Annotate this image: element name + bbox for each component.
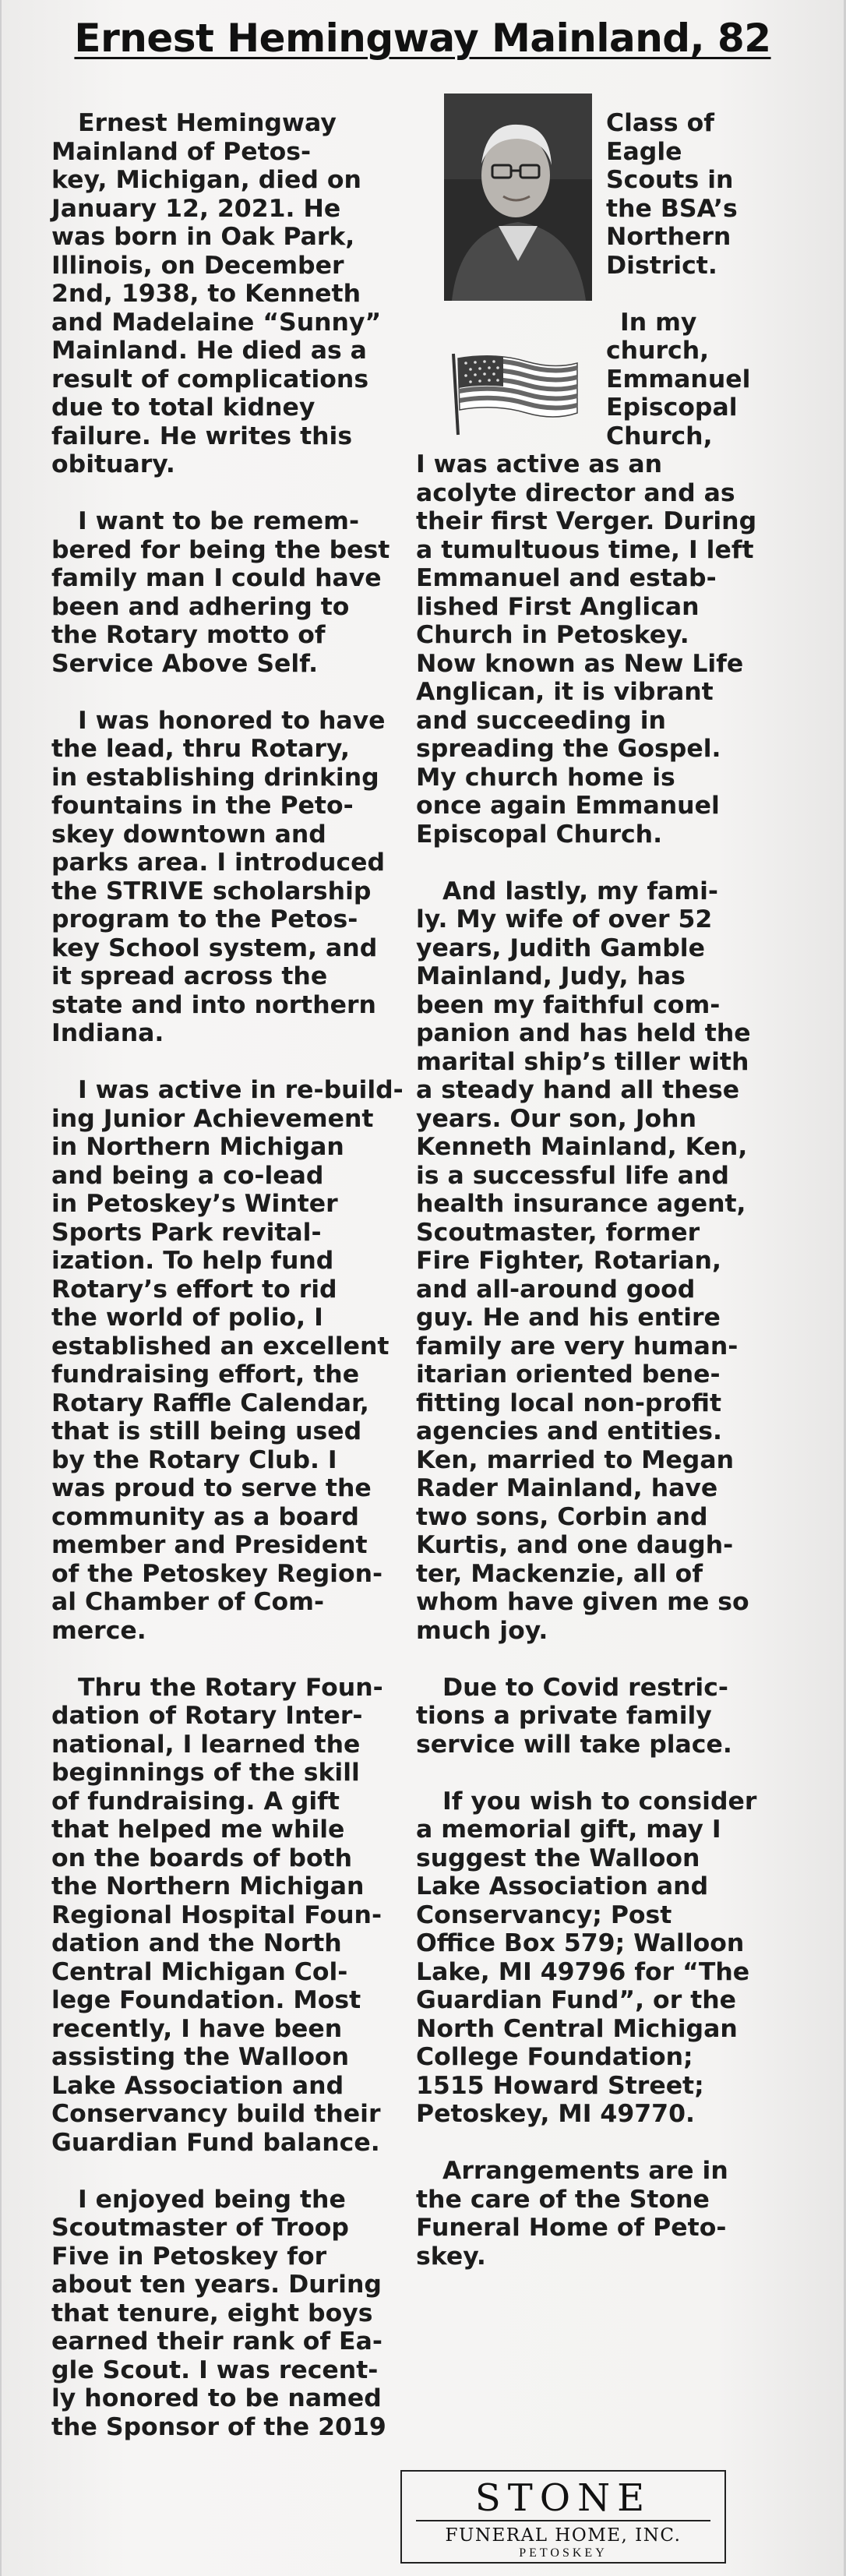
text-line: Church, xyxy=(606,422,713,450)
text-line: Now known as New Life xyxy=(416,649,744,678)
text-line: failure. He writes this xyxy=(51,422,353,450)
text-line: Episcopal Church. xyxy=(416,820,663,849)
text-line: lished First Anglican xyxy=(416,592,700,621)
text-line: recently, I have been xyxy=(51,2014,343,2043)
text-line: Church in Petoskey. xyxy=(416,621,689,649)
text-line: in establishing drinking xyxy=(51,763,379,792)
text-line: College Foundation; xyxy=(416,2043,693,2071)
text-line: family are very human- xyxy=(416,1332,738,1360)
text-line: I was active as an xyxy=(416,450,663,478)
text-line: Due to Covid restric- xyxy=(442,1673,728,1702)
text-line: state and into northern xyxy=(51,990,376,1019)
text-line: I was active in re-build- xyxy=(78,1076,404,1104)
text-line: Mainland. He died as a xyxy=(51,337,367,365)
text-line: it spread across the xyxy=(51,962,328,990)
text-line: Central Michigan Col- xyxy=(51,1957,348,1986)
text-line: years, Judith Gamble xyxy=(416,933,705,962)
logo-subtitle: FUNERAL HOME, INC. xyxy=(445,2525,682,2546)
text-line: parks area. I introduced xyxy=(51,849,386,877)
text-line: service will take place. xyxy=(416,1730,732,1759)
text-line: member and President xyxy=(51,1531,368,1559)
text-line: Rotary Raffle Calendar, xyxy=(51,1389,369,1417)
text-line: Conservancy; Post xyxy=(416,1900,672,1929)
text-line: and being a co-lead xyxy=(51,1161,324,1190)
text-line: beginnings of the skill xyxy=(51,1759,360,1787)
text-line: Regional Hospital Foun- xyxy=(51,1900,382,1929)
text-line: Lake Association and xyxy=(416,1872,709,1900)
obituary-paragraph xyxy=(51,706,386,1048)
text-line: guy. He and his entire xyxy=(416,1304,721,1332)
text-line: gle Scout. I was recent- xyxy=(51,2355,379,2384)
obituary-paragraph xyxy=(51,1076,404,1645)
text-line: Five in Petoskey for xyxy=(51,2242,327,2271)
stone-funeral-home-logo xyxy=(400,2470,726,2564)
text-line: ly honored to be named xyxy=(51,2384,382,2412)
text-line: Rader Mainland, have xyxy=(416,1474,718,1502)
text-line: of the Petoskey Region- xyxy=(51,1559,383,1588)
text-line: Ken, married to Megan xyxy=(416,1445,735,1474)
text-line: marital ship’s tiller with xyxy=(416,1047,749,1076)
text-line: years. Our son, John xyxy=(416,1104,697,1133)
text-line: is a successful life and xyxy=(416,1161,729,1190)
text-line: Arrangements are in xyxy=(442,2157,728,2185)
text-line: Class of xyxy=(606,109,714,137)
text-line: Scoutmaster, former xyxy=(416,1218,700,1247)
text-line: skey. xyxy=(416,2242,486,2271)
text-line: Ernest Hemingway xyxy=(78,109,337,137)
text-line: the world of polio, I xyxy=(51,1304,323,1332)
text-line: Scouts in xyxy=(606,166,734,194)
obituary-paragraph xyxy=(51,109,382,479)
text-line: I want to be remem- xyxy=(78,507,360,535)
text-line: agencies and entities. xyxy=(416,1417,722,1445)
text-line: District. xyxy=(606,251,717,280)
text-line: Rotary’s effort to rid xyxy=(51,1275,337,1304)
text-line: Petoskey, MI 49770. xyxy=(416,2100,695,2128)
text-line: January 12, 2021. He xyxy=(51,194,341,223)
text-line: lege Foundation. Most xyxy=(51,1986,361,2014)
text-line: by the Rotary Club. I xyxy=(51,1445,337,1474)
text-line: I was honored to have xyxy=(78,706,386,735)
logo-divider xyxy=(416,2520,710,2521)
text-line: Guardian Fund”, or the xyxy=(416,1986,737,2014)
text-line: If you wish to consider xyxy=(442,1787,757,1816)
text-line: Eagle xyxy=(606,137,682,166)
text-line: spreading the Gospel. xyxy=(416,735,721,763)
text-line: established an excellent xyxy=(51,1332,390,1360)
text-line: In my xyxy=(620,308,697,337)
text-line: and succeeding in xyxy=(416,706,666,735)
text-line: Sports Park revital- xyxy=(51,1218,322,1247)
obituary-paragraph xyxy=(51,507,390,678)
obituary-title: Ernest Hemingway Mainland, 82 xyxy=(74,16,771,61)
text-line: Office Box 579; Walloon xyxy=(416,1929,745,1957)
text-line: Service Above Self. xyxy=(51,649,319,678)
text-line: merce. xyxy=(51,1616,146,1645)
text-line: Mainland, Judy, has xyxy=(416,962,686,990)
text-line: a tumultuous time, I left xyxy=(416,535,754,564)
text-line: that tenure, eight boys xyxy=(51,2299,373,2327)
obituary-paragraph xyxy=(51,2185,386,2442)
text-line: in Northern Michigan xyxy=(51,1133,344,1161)
text-line: been my faithful com- xyxy=(416,990,721,1019)
text-line: the Rotary motto of xyxy=(51,621,326,649)
text-line: I enjoyed being the xyxy=(78,2185,346,2214)
text-line: North Central Michigan xyxy=(416,2014,738,2043)
text-line: suggest the Walloon xyxy=(416,1844,700,1872)
obituary-paragraph xyxy=(416,109,790,280)
text-line: bered for being the best xyxy=(51,535,390,564)
text-line: Kurtis, and one daugh- xyxy=(416,1531,734,1559)
obituary-paragraph xyxy=(51,1673,383,2158)
text-line: earned their rank of Ea- xyxy=(51,2327,382,2355)
text-line: two sons, Corbin and xyxy=(416,1502,708,1531)
text-line: was proud to serve the xyxy=(51,1474,372,1502)
text-line: And lastly, my fami- xyxy=(442,877,718,905)
text-line: ter, Mackenzie, all of xyxy=(416,1559,703,1588)
text-line: assisting the Walloon xyxy=(51,2043,350,2071)
text-line: Thru the Rotary Foun- xyxy=(78,1673,383,1702)
text-line: Scoutmaster of Troop xyxy=(51,2214,349,2242)
text-line: of fundraising. A gift xyxy=(51,1787,340,1816)
text-line: and all-around good xyxy=(416,1275,696,1304)
obituary-paragraph xyxy=(416,450,790,849)
text-line: obituary. xyxy=(51,450,175,478)
text-line: fundraising effort, the xyxy=(51,1360,360,1389)
text-line: panion and has held the xyxy=(416,1019,751,1047)
text-line: church, xyxy=(606,337,710,365)
text-line: itarian oriented bene- xyxy=(416,1360,721,1389)
text-line: that is still being used xyxy=(51,1417,362,1445)
text-line: Emmanuel and estab- xyxy=(416,564,717,592)
text-line: the STRIVE scholarship xyxy=(51,877,372,905)
text-line: was born in Oak Park, xyxy=(51,223,355,251)
text-line: Guardian Fund balance. xyxy=(51,2128,380,2157)
text-line: tions a private family xyxy=(416,1702,712,1730)
text-line: about ten years. During xyxy=(51,2271,382,2299)
text-line: a steady hand all these xyxy=(416,1076,740,1104)
text-line: skey downtown and xyxy=(51,820,326,849)
text-line: Lake, MI 49796 for “The xyxy=(416,1957,750,1986)
obituary-paragraph xyxy=(416,2157,790,2271)
text-line: Northern xyxy=(606,223,731,251)
text-line: 1515 Howard Street; xyxy=(416,2071,704,2100)
text-line: acolyte director and as xyxy=(416,478,735,507)
text-line: once again Emmanuel xyxy=(416,792,720,820)
text-line: Conservancy build their xyxy=(51,2100,381,2128)
text-line: Illinois, on December xyxy=(51,251,344,280)
obituary-paragraph xyxy=(416,309,790,451)
text-line: result of complications xyxy=(51,365,369,393)
text-line: Mainland of Petos- xyxy=(51,137,312,166)
text-line: key, Michigan, died on xyxy=(51,166,361,194)
text-line: key School system, and xyxy=(51,933,378,962)
left-column xyxy=(51,109,404,2470)
text-line: community as a board xyxy=(51,1502,359,1531)
logo-city: PETOSKEY xyxy=(519,2546,608,2560)
text-line: whom have given me so xyxy=(416,1588,749,1616)
text-line: on the boards of both xyxy=(51,1844,353,1872)
text-line: the lead, thru Rotary, xyxy=(51,735,350,763)
text-line: the BSA’s xyxy=(606,194,738,223)
right-column xyxy=(416,109,790,2299)
text-line: Emmanuel xyxy=(606,365,751,393)
text-line: My church home is xyxy=(416,763,675,792)
obituary-paragraph xyxy=(416,877,790,1646)
text-line: due to total kidney xyxy=(51,393,315,422)
text-line: dation of Rotary Inter- xyxy=(51,1702,363,1730)
text-line: al Chamber of Com- xyxy=(51,1588,325,1616)
text-line: Anglican, it is vibrant xyxy=(416,678,714,706)
text-line: the Sponsor of the 2019 xyxy=(51,2412,386,2441)
text-line: that helped me while xyxy=(51,1816,345,1844)
text-line: the Northern Michigan xyxy=(51,1872,365,1900)
text-line: national, I learned the xyxy=(51,1730,361,1759)
text-line: Kenneth Mainland, Ken, xyxy=(416,1133,748,1161)
text-line: Lake Association and xyxy=(51,2071,344,2100)
text-line: family man I could have xyxy=(51,564,382,592)
text-line: the care of the Stone xyxy=(416,2185,710,2214)
text-line: Funeral Home of Peto- xyxy=(416,2214,727,2242)
text-line: Episcopal xyxy=(606,393,738,422)
text-line: much joy. xyxy=(416,1616,548,1645)
text-line: fitting local non-profit xyxy=(416,1389,722,1417)
text-line: a memorial gift, may I xyxy=(416,1816,721,1844)
text-line: fountains in the Peto- xyxy=(51,792,354,820)
text-line: ization. To help fund xyxy=(51,1247,334,1275)
logo-name: STONE xyxy=(474,2476,652,2520)
text-line: been and adhering to xyxy=(51,592,350,621)
text-line: ly. My wife of over 52 xyxy=(416,905,713,933)
text-line: Fire Fighter, Rotarian, xyxy=(416,1247,721,1275)
text-line: dation and the North xyxy=(51,1929,342,1957)
obituary-paragraph xyxy=(416,1787,790,2129)
text-line: and Madelaine “Sunny” xyxy=(51,308,382,337)
text-line: health insurance agent, xyxy=(416,1190,746,1218)
text-line: program to the Petos- xyxy=(51,905,358,933)
text-line: Indiana. xyxy=(51,1019,164,1047)
text-line: in Petoskey’s Winter xyxy=(51,1190,338,1218)
obituary-paragraph xyxy=(416,1674,790,1759)
text-line: their first Verger. During xyxy=(416,507,757,535)
text-line: 2nd, 1938, to Kenneth xyxy=(51,280,361,308)
text-line: ing Junior Achievement xyxy=(51,1104,374,1133)
